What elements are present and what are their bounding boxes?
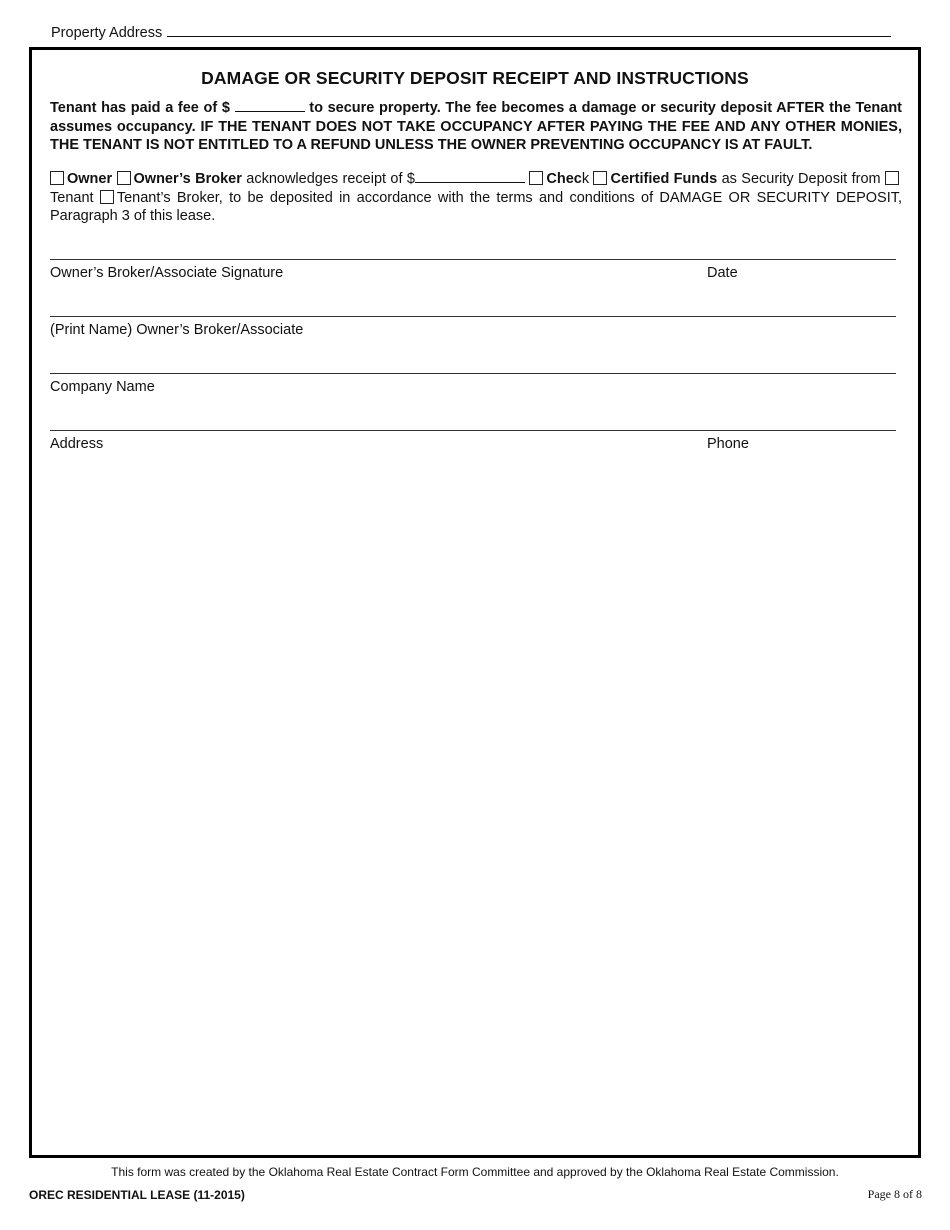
- print-name-label: (Print Name) Owner’s Broker/Associate: [50, 322, 304, 338]
- signature-line[interactable]: [50, 259, 896, 260]
- receipt-paragraph: [50, 170, 902, 226]
- owner-label: Owner: [67, 171, 113, 187]
- property-address-label: Property Address: [51, 25, 163, 41]
- owners-broker-checkbox[interactable]: [117, 171, 131, 185]
- owner-checkbox[interactable]: [50, 171, 64, 185]
- check-label: Chec: [546, 171, 582, 187]
- address-label: Address: [50, 436, 104, 452]
- fee-prefix: Tenant has paid a fee of $: [50, 100, 230, 116]
- as-text: as Security Deposit from: [721, 171, 881, 187]
- form-id: OREC RESIDENTIAL LEASE (11-2015): [29, 1188, 245, 1202]
- fee-amount-field[interactable]: [235, 99, 305, 112]
- address-line[interactable]: [50, 430, 896, 431]
- footer-notice: This form was created by the Oklahoma Real Estate Contract Form Committee and approved by the Oklahoma Real Estate Commission.: [111, 1165, 839, 1179]
- tenants-broker-checkbox[interactable]: [100, 190, 114, 204]
- company-label: Company Name: [50, 379, 155, 395]
- certified-funds-checkbox[interactable]: [593, 171, 607, 185]
- deposit-amount-field[interactable]: [415, 170, 525, 183]
- fee-paragraph: [50, 99, 902, 155]
- property-address-row: [51, 24, 891, 41]
- property-address-input[interactable]: [167, 24, 891, 37]
- tenant-checkbox[interactable]: [885, 171, 899, 185]
- fee-suffix: to secure property. The fee becomes a damage or security deposit AFTER the Tenant assumes occupancy. IF THE TENANT DOES NOT TAKE OCCUPANCY AFTER PAYING THE FEE AND ANY OTHER MONIES, THE TENANT IS NOT ENTITLED TO A REFUND UNLESS THE OWNER PREVENTING OCCUPANCY IS AT FAULT.: [50, 100, 902, 153]
- print-name-line[interactable]: [50, 316, 896, 317]
- date-label: Date: [707, 265, 738, 281]
- owners-broker-label: Owner’s Broker: [133, 171, 242, 187]
- check-label-rest: k: [581, 171, 590, 187]
- signature-label: Owner’s Broker/Associate Signature: [50, 265, 284, 281]
- tenants-broker-text: Tenant’s Broker, to be deposited in accordance with the terms and conditions of DAMAGE OR SECURITY DEPOSIT, Paragraph 3 of this lease.: [50, 189, 903, 224]
- ack-text: acknowledges receipt of $: [246, 171, 415, 187]
- phone-label: Phone: [707, 436, 749, 452]
- tenant-label: Tenant: [50, 189, 94, 206]
- company-line[interactable]: [50, 373, 896, 374]
- check-checkbox[interactable]: [529, 171, 543, 185]
- page-number: Page 8 of 8: [867, 1187, 922, 1201]
- deposit-receipt-box: [29, 47, 921, 1158]
- certified-funds-label: Certified Funds: [610, 171, 718, 187]
- form-title: DAMAGE OR SECURITY DEPOSIT RECEIPT AND INSTRUCTIONS: [201, 68, 749, 88]
